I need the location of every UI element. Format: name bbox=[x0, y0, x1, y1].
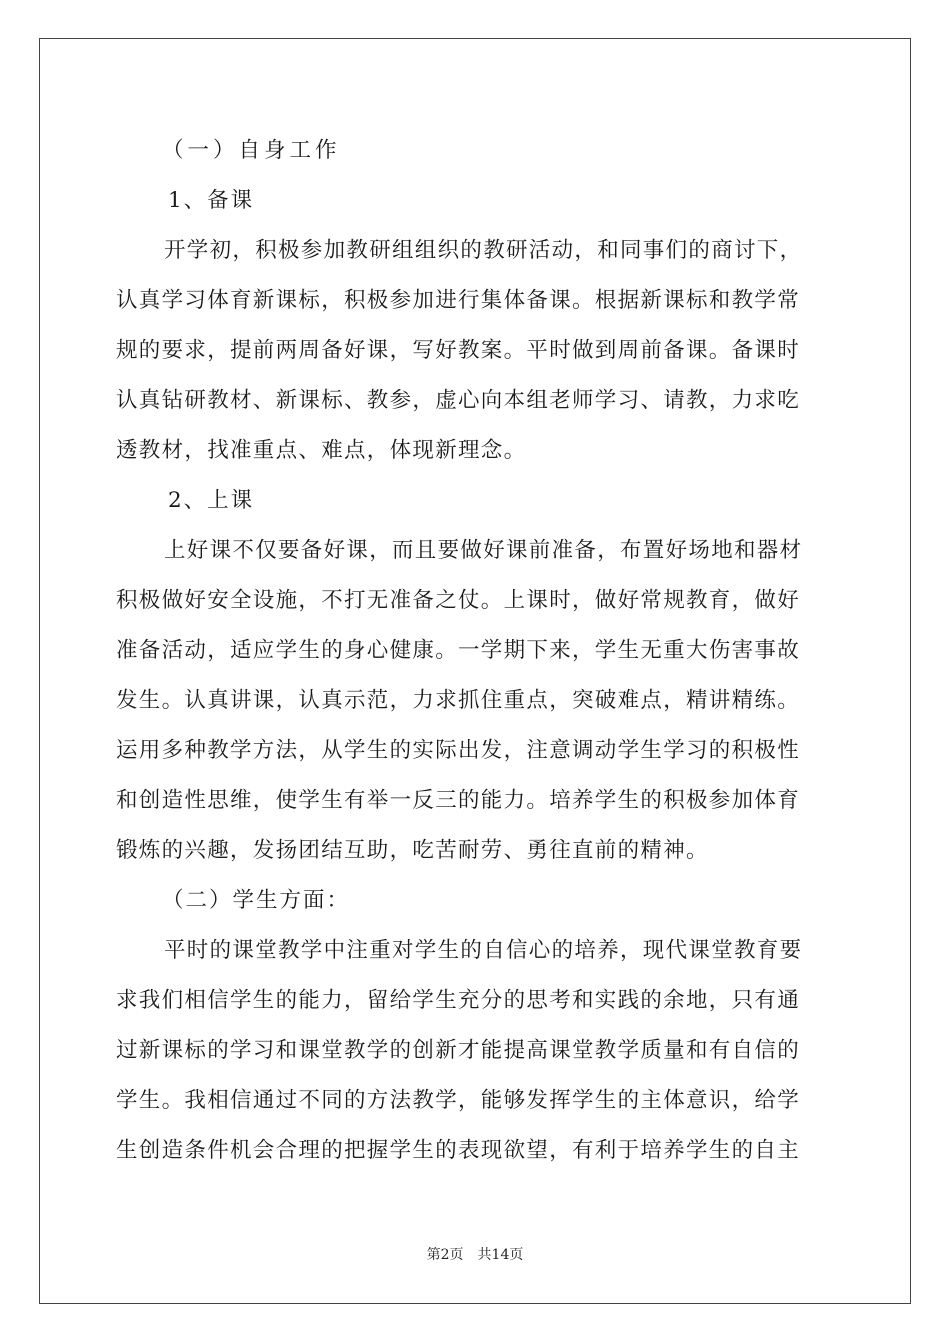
text-line: 积极做好安全设施，不打无准备之仗。上课时，做好常规教育，做好 bbox=[116, 588, 801, 613]
page-total: 共14页 bbox=[477, 1247, 524, 1263]
text-line: 开学初，积极参加教研组组织的教研活动，和同事们的商讨下， bbox=[164, 238, 803, 263]
text-line: 认真学习体育新课标，积极参加进行集体备课。根据新课标和教学常 bbox=[116, 288, 801, 313]
text-line: 认真钻研教材、新课标、教参，虚心向本组老师学习、请教，力求吃 bbox=[116, 388, 801, 413]
text-line: 上好课不仅要备好课，而且要做好课前准备，布置好场地和器材 bbox=[164, 538, 803, 563]
text-line: 发生。认真讲课，认真示范，力求抓住重点，突破难点，精讲精练。 bbox=[116, 688, 801, 713]
page-footer bbox=[0, 1244, 950, 1264]
text-line: 透教材，找准重点、难点，体现新理念。 bbox=[116, 438, 527, 463]
text-line: 求我们相信学生的能力，留给学生充分的思考和实践的余地，只有通 bbox=[116, 988, 801, 1013]
text-line: 和创造性思维，使学生有举一反三的能力。培养学生的积极参加体育 bbox=[116, 788, 801, 813]
document-body bbox=[116, 126, 836, 1176]
text-line: 过新课标的学习和课堂教学的创新才能提高课堂教学质量和有自信的 bbox=[116, 1038, 801, 1063]
text-line: 2、上课 bbox=[168, 488, 255, 513]
text-line: 规的要求，提前两周备好课，写好教案。平时做到周前备课。备课时 bbox=[116, 338, 801, 363]
text-line: （一）自身工作 bbox=[162, 138, 341, 163]
text-line: 平时的课堂教学中注重对学生的自信心的培养，现代课堂教育要 bbox=[164, 938, 803, 963]
text-line: 运用多种教学方法，从学生的实际出发，注意调动学生学习的积极性 bbox=[116, 738, 801, 763]
text-line: （二）学生方面： bbox=[162, 888, 351, 913]
text-line: 学生。我相信通过不同的方法教学，能够发挥学生的主体意识，给学 bbox=[116, 1088, 801, 1113]
text-line: 准备活动，适应学生的身心健康。一学期下来，学生无重大伤害事故 bbox=[116, 638, 801, 663]
text-line: 锻炼的兴趣，发扬团结互助，吃苦耐劳、勇往直前的精神。 bbox=[116, 838, 709, 863]
page-number: 第2页 bbox=[426, 1247, 464, 1263]
text-line: 生创造条件机会合理的把握学生的表现欲望，有利于培养学生的自主 bbox=[116, 1138, 801, 1163]
text-line: 1、备课 bbox=[168, 188, 255, 213]
